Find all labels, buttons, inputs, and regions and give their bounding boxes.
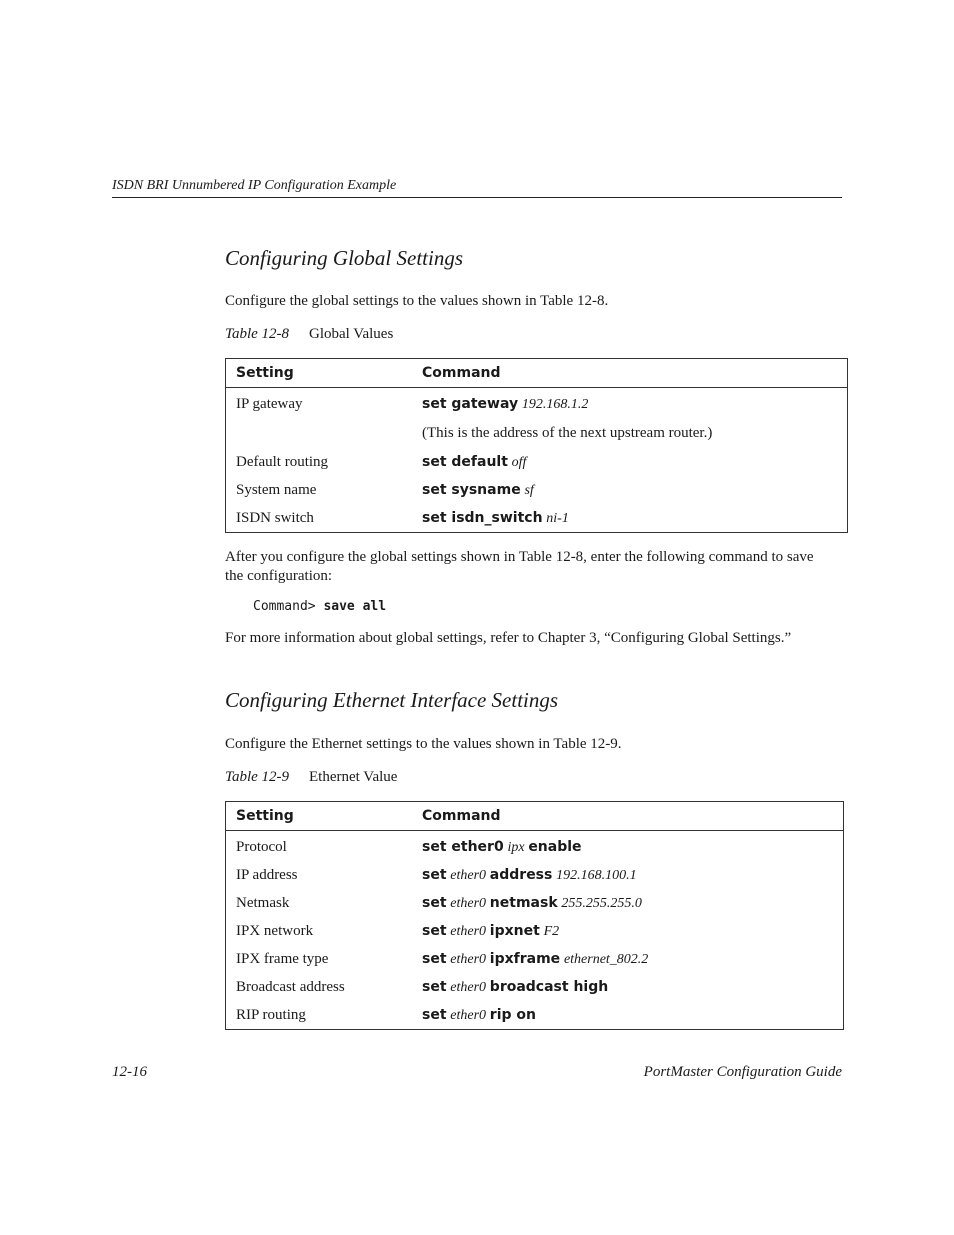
- table-header: [226, 359, 847, 388]
- command-keyword: rip on: [489, 1006, 536, 1023]
- command-value: 192.168.1.2: [521, 396, 589, 412]
- table-row: [226, 504, 847, 532]
- table-row: [226, 889, 843, 917]
- command-keyword: ipxframe: [489, 950, 561, 967]
- code-prompt: Command>: [253, 599, 316, 614]
- command-note: (This is the address of the next upstream router.): [422, 424, 713, 441]
- table-row: [226, 418, 847, 448]
- command-cell: [422, 396, 847, 413]
- command-cell: [422, 979, 843, 996]
- ethernet-intro: Configure the Ethernet settings to the values shown in Table 12-9.: [225, 736, 622, 752]
- table-header: [226, 802, 843, 831]
- section-title-ethernet: Configuring Ethernet Interface Settings: [225, 688, 559, 712]
- table-row: [226, 476, 847, 504]
- command-value: F2: [543, 923, 560, 939]
- table-caption-ethernet: [225, 769, 397, 786]
- command-value: ni-1: [546, 510, 569, 526]
- command-keyword: ipxnet: [489, 922, 540, 939]
- command-keyword: set: [422, 922, 447, 939]
- command-value: ether0: [450, 1007, 487, 1023]
- command-value: sf: [524, 482, 534, 498]
- page-number: 12-16: [112, 1064, 147, 1080]
- section-title-global: Configuring Global Settings: [225, 246, 464, 270]
- running-head: ISDN BRI Unnumbered IP Configuration Example: [112, 178, 842, 198]
- command-cell: [422, 951, 843, 968]
- command-keyword: set default: [422, 453, 508, 470]
- command-cell: [422, 895, 843, 912]
- command-value: ipx: [507, 839, 525, 855]
- code-example: [253, 599, 386, 614]
- command-value: ether0: [450, 895, 487, 911]
- table-body: [226, 831, 843, 1029]
- table-title: Global Values: [309, 326, 394, 342]
- table-row: [226, 1001, 843, 1029]
- after-config-text: After you configure the global settings shown in Table 12-8, enter the following command to save the configuration:: [225, 549, 814, 584]
- setting-cell: RIP routing: [236, 1006, 306, 1023]
- table-title: Ethernet Value: [309, 769, 398, 785]
- setting-cell: Broadcast address: [236, 978, 345, 995]
- setting-cell: IPX network: [236, 922, 314, 939]
- command-value: ether0: [450, 867, 487, 883]
- table-number: Table 12-8: [225, 326, 290, 342]
- global-values-table: [225, 358, 848, 533]
- book-title: PortMaster Configuration Guide: [643, 1064, 842, 1080]
- header-setting: Setting: [236, 808, 294, 824]
- command-value: ether0: [450, 979, 487, 995]
- table-row: [226, 973, 843, 1001]
- global-intro: Configure the global settings to the values shown in Table 12-8.: [225, 293, 609, 309]
- table-caption-global: [225, 326, 393, 343]
- setting-cell: Protocol: [236, 838, 287, 855]
- table-row: [226, 861, 843, 889]
- command-keyword: address: [489, 866, 553, 883]
- setting-cell: IPX frame type: [236, 950, 329, 967]
- command-keyword: set: [422, 866, 447, 883]
- table-row: [226, 448, 847, 476]
- more-info-text: For more information about global settings, refer to Chapter 3, “Configuring Global Settings.”: [225, 630, 792, 646]
- command-cell: [422, 510, 847, 527]
- header-setting: Setting: [236, 365, 294, 381]
- command-keyword: broadcast high: [489, 978, 609, 995]
- setting-cell: IP address: [236, 866, 298, 883]
- table-number: Table 12-9: [225, 769, 290, 785]
- command-cell: [422, 867, 843, 884]
- command-value: ether0: [450, 951, 487, 967]
- command-cell: [422, 482, 847, 499]
- setting-cell: ISDN switch: [236, 509, 314, 526]
- command-value: off: [511, 454, 527, 470]
- code-command: save all: [323, 599, 387, 614]
- table-body: [226, 388, 847, 532]
- command-keyword: set isdn_switch: [422, 509, 543, 526]
- setting-cell: Netmask: [236, 894, 290, 911]
- command-keyword: set: [422, 894, 447, 911]
- command-cell: [422, 425, 847, 442]
- command-keyword: set gateway: [422, 395, 519, 412]
- ethernet-value-table: [225, 801, 844, 1030]
- command-keyword: set: [422, 1006, 447, 1023]
- table-row: [226, 945, 843, 973]
- command-cell: [422, 839, 843, 856]
- header-command: Command: [422, 365, 501, 381]
- setting-cell: Default routing: [236, 453, 329, 470]
- command-cell: [422, 1007, 843, 1024]
- command-keyword: netmask: [489, 894, 558, 911]
- setting-cell: System name: [236, 481, 317, 498]
- table-row: [226, 390, 847, 418]
- command-value: 255.255.255.0: [561, 895, 642, 911]
- header-command: Command: [422, 808, 501, 824]
- command-value: 192.168.100.1: [556, 867, 637, 883]
- command-keyword: set sysname: [422, 481, 521, 498]
- command-keyword: enable: [528, 838, 582, 855]
- command-keyword: set: [422, 950, 447, 967]
- command-value: ether0: [450, 923, 487, 939]
- table-row: [226, 833, 843, 861]
- command-cell: [422, 454, 847, 471]
- command-value: ethernet_802.2: [563, 951, 649, 967]
- setting-cell: IP gateway: [236, 395, 303, 412]
- command-keyword: set ether0: [422, 838, 504, 855]
- command-keyword: set: [422, 978, 447, 995]
- command-cell: [422, 923, 843, 940]
- table-row: [226, 917, 843, 945]
